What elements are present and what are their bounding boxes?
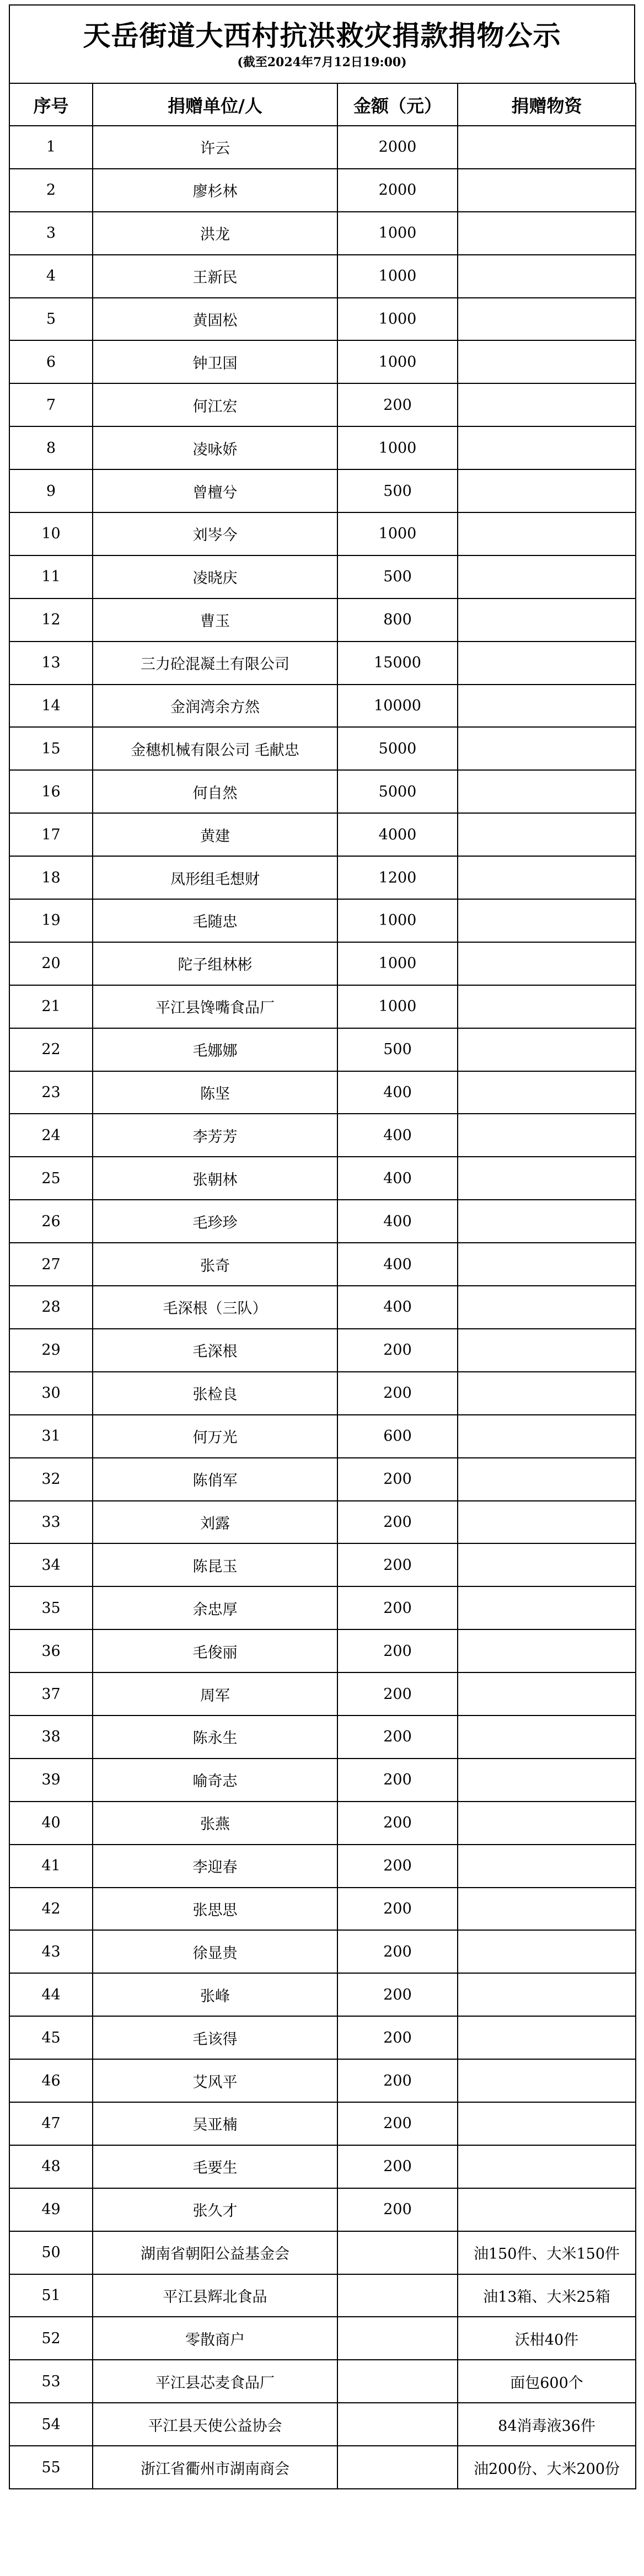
cell-donor: 徐显贵: [93, 1930, 337, 1973]
cell-goods: [458, 1586, 636, 1629]
header-goods: 捐赠物资: [458, 83, 636, 126]
cell-goods: [458, 426, 636, 469]
table-row: [9, 1329, 636, 1372]
cell-amount: 400: [337, 1071, 458, 1114]
cell-goods: [458, 1715, 636, 1759]
cell-amount: 200: [337, 1672, 458, 1715]
cell-donor: 金润湾余方然: [93, 685, 337, 728]
cell-amount: 1000: [337, 985, 458, 1028]
cell-donor: 凌咏娇: [93, 426, 337, 469]
cell-amount: 2000: [337, 126, 458, 169]
cell-amount: 200: [337, 2188, 458, 2231]
cell-amount: 2000: [337, 169, 458, 212]
cell-index: 28: [9, 1286, 93, 1329]
cell-amount: [337, 2274, 458, 2317]
table-row: [9, 1372, 636, 1415]
header-amount: 金额（元）: [337, 83, 458, 126]
cell-amount: 5000: [337, 727, 458, 770]
cell-goods: [458, 985, 636, 1028]
cell-amount: 15000: [337, 642, 458, 685]
table-row: [9, 1629, 636, 1672]
cell-index: 34: [9, 1543, 93, 1586]
cell-amount: 400: [337, 1157, 458, 1200]
cell-amount: 1200: [337, 856, 458, 899]
cell-goods: [458, 2059, 636, 2102]
cell-amount: 200: [337, 2102, 458, 2145]
cell-amount: 1000: [337, 426, 458, 469]
cell-goods: [458, 1501, 636, 1544]
cell-index: 46: [9, 2059, 93, 2102]
table-row: [9, 1243, 636, 1286]
cell-index: 18: [9, 856, 93, 899]
cell-donor: 余忠厚: [93, 1586, 337, 1629]
cell-goods: [458, 1543, 636, 1586]
cell-index: 51: [9, 2274, 93, 2317]
cell-index: 12: [9, 598, 93, 642]
cell-goods: [458, 126, 636, 169]
cell-goods: [458, 1672, 636, 1715]
table-row: [9, 942, 636, 985]
cell-index: 7: [9, 383, 93, 426]
cell-index: 47: [9, 2102, 93, 2145]
cell-goods: [458, 169, 636, 212]
cell-index: 21: [9, 985, 93, 1028]
cell-index: 9: [9, 469, 93, 512]
cell-donor: 平江县芯麦食品厂: [93, 2360, 337, 2403]
table-row: [9, 1672, 636, 1715]
cell-donor: 何自然: [93, 770, 337, 813]
cell-donor: 平江县天使公益协会: [93, 2403, 337, 2446]
cell-goods: [458, 1329, 636, 1372]
cell-amount: 400: [337, 1243, 458, 1286]
cell-goods: [458, 298, 636, 341]
cell-index: 39: [9, 1759, 93, 1802]
table-row: [9, 126, 636, 169]
table-row: [9, 1759, 636, 1802]
table-row: [9, 1071, 636, 1114]
cell-index: 19: [9, 899, 93, 942]
cell-goods: [458, 255, 636, 298]
cell-amount: 200: [337, 1372, 458, 1415]
cell-index: 4: [9, 255, 93, 298]
cell-amount: 200: [337, 1629, 458, 1672]
cell-donor: 喻奇志: [93, 1759, 337, 1802]
cell-amount: 200: [337, 2059, 458, 2102]
cell-goods: [458, 1071, 636, 1114]
table-row: [9, 340, 636, 383]
cell-donor: 吴亚楠: [93, 2102, 337, 2145]
table-row: [9, 2016, 636, 2059]
cell-index: 41: [9, 1845, 93, 1888]
cell-index: 26: [9, 1200, 93, 1243]
header-index: 序号: [9, 83, 93, 126]
cell-index: 14: [9, 685, 93, 728]
cell-donor: 陀子组林彬: [93, 942, 337, 985]
donation-notice: [9, 4, 635, 2489]
cell-donor: 毛深根: [93, 1329, 337, 1372]
table-row: [9, 1715, 636, 1759]
cell-index: 22: [9, 1028, 93, 1071]
cell-index: 33: [9, 1501, 93, 1544]
cell-amount: 4000: [337, 813, 458, 856]
cell-index: 27: [9, 1243, 93, 1286]
cell-index: 15: [9, 727, 93, 770]
cell-amount: 200: [337, 1973, 458, 2016]
cell-donor: 张峰: [93, 1973, 337, 2016]
cell-donor: 平江县辉北食品: [93, 2274, 337, 2317]
cell-amount: 500: [337, 469, 458, 512]
cell-index: 11: [9, 555, 93, 598]
cell-goods: 面包600个: [458, 2360, 636, 2403]
cell-amount: 1000: [337, 512, 458, 555]
table-row: [9, 856, 636, 899]
cell-goods: [458, 1930, 636, 1973]
cell-amount: [337, 2446, 458, 2489]
table-row: [9, 1114, 636, 1157]
table-row: [9, 642, 636, 685]
table-row: [9, 2403, 636, 2446]
cell-amount: 200: [337, 2145, 458, 2188]
cell-donor: 李芳芳: [93, 1114, 337, 1157]
cell-index: 13: [9, 642, 93, 685]
cell-amount: 1000: [337, 942, 458, 985]
cell-amount: 400: [337, 1200, 458, 1243]
table-row: [9, 469, 636, 512]
cell-donor: 金穗机械有限公司 毛献忠: [93, 727, 337, 770]
cell-amount: 500: [337, 1028, 458, 1071]
cell-index: 30: [9, 1372, 93, 1415]
cell-donor: 张朝林: [93, 1157, 337, 1200]
table-row: [9, 598, 636, 642]
header-donor: 捐赠单位/人: [93, 83, 337, 126]
table-row: [9, 2059, 636, 2102]
cell-amount: 400: [337, 1114, 458, 1157]
cell-goods: [458, 1200, 636, 1243]
cell-index: 10: [9, 512, 93, 555]
cell-index: 45: [9, 2016, 93, 2059]
table-row: [9, 2102, 636, 2145]
cell-donor: 黄建: [93, 813, 337, 856]
table-row: [9, 1586, 636, 1629]
cell-index: 24: [9, 1114, 93, 1157]
cell-donor: 曹玉: [93, 598, 337, 642]
cell-goods: [458, 1157, 636, 1200]
table-row: [9, 1973, 636, 2016]
table-row: [9, 555, 636, 598]
cell-donor: 洪龙: [93, 212, 337, 255]
cell-amount: [337, 2317, 458, 2360]
cell-donor: 张思思: [93, 1888, 337, 1931]
cell-donor: 浙江省衢州市湖南商会: [93, 2446, 337, 2489]
cell-index: 31: [9, 1415, 93, 1458]
cell-amount: 5000: [337, 770, 458, 813]
cell-goods: [458, 598, 636, 642]
table-row: [9, 1157, 636, 1200]
table-row: [9, 1415, 636, 1458]
table-row: [9, 169, 636, 212]
table-row: [9, 2145, 636, 2188]
cell-donor: 张检良: [93, 1372, 337, 1415]
cell-amount: 10000: [337, 685, 458, 728]
cell-index: 38: [9, 1715, 93, 1759]
cell-goods: [458, 813, 636, 856]
cell-amount: 1000: [337, 212, 458, 255]
page-title: 天岳街道大西村抗洪救灾捐款捐物公示: [83, 19, 561, 52]
cell-goods: [458, 1458, 636, 1501]
cell-donor: 陈昆玉: [93, 1543, 337, 1586]
cell-index: 48: [9, 2145, 93, 2188]
cell-goods: 沃柑40件: [458, 2317, 636, 2360]
cell-index: 36: [9, 1629, 93, 1672]
cell-goods: [458, 2145, 636, 2188]
cell-amount: 800: [337, 598, 458, 642]
cell-amount: 500: [337, 555, 458, 598]
cell-goods: [458, 2188, 636, 2231]
table-row: [9, 770, 636, 813]
cell-index: 54: [9, 2403, 93, 2446]
cell-donor: 许云: [93, 126, 337, 169]
cell-index: 29: [9, 1329, 93, 1372]
table-row: [9, 2446, 636, 2489]
cell-donor: 周军: [93, 1672, 337, 1715]
cell-goods: [458, 383, 636, 426]
cell-index: 1: [9, 126, 93, 169]
cell-donor: 张奇: [93, 1243, 337, 1286]
cell-goods: [458, 1114, 636, 1157]
table-row: [9, 2360, 636, 2403]
cell-amount: [337, 2231, 458, 2274]
table-row: [9, 212, 636, 255]
cell-goods: [458, 1372, 636, 1415]
cell-goods: [458, 942, 636, 985]
cell-index: 43: [9, 1930, 93, 1973]
table-row: [9, 813, 636, 856]
cell-amount: 200: [337, 1802, 458, 1845]
cell-amount: 1000: [337, 340, 458, 383]
table-row: [9, 1930, 636, 1973]
cell-goods: 84消毒液36件: [458, 2403, 636, 2446]
cell-index: 20: [9, 942, 93, 985]
cell-amount: 600: [337, 1415, 458, 1458]
table-row: [9, 1845, 636, 1888]
cell-goods: [458, 2016, 636, 2059]
table-row: [9, 2188, 636, 2231]
cell-donor: 毛随忠: [93, 899, 337, 942]
cell-amount: 200: [337, 1501, 458, 1544]
cell-donor: 毛珍珍: [93, 1200, 337, 1243]
cell-donor: 王新民: [93, 255, 337, 298]
cell-goods: 油150件、大米150件: [458, 2231, 636, 2274]
cell-amount: 200: [337, 1329, 458, 1372]
cell-goods: [458, 1802, 636, 1845]
table-row: [9, 298, 636, 341]
cell-donor: 毛要生: [93, 2145, 337, 2188]
cell-amount: 200: [337, 1888, 458, 1931]
cell-goods: [458, 212, 636, 255]
cell-donor: 廖杉林: [93, 169, 337, 212]
cell-goods: 油200份、大米200份: [458, 2446, 636, 2489]
cell-amount: 1000: [337, 298, 458, 341]
table-row: [9, 383, 636, 426]
table-row: [9, 255, 636, 298]
cell-donor: 毛俊丽: [93, 1629, 337, 1672]
cell-goods: [458, 1888, 636, 1931]
cell-goods: [458, 469, 636, 512]
cell-goods: [458, 1845, 636, 1888]
cell-goods: [458, 512, 636, 555]
cell-index: 17: [9, 813, 93, 856]
table-row: [9, 1458, 636, 1501]
cell-goods: [458, 685, 636, 728]
table-row: [9, 1286, 636, 1329]
title-block: [9, 4, 635, 83]
table-row: [9, 426, 636, 469]
cell-goods: [458, 1415, 636, 1458]
cell-index: 53: [9, 2360, 93, 2403]
cell-amount: 200: [337, 1586, 458, 1629]
table-row: [9, 1543, 636, 1586]
cell-goods: [458, 727, 636, 770]
cell-goods: [458, 1028, 636, 1071]
cell-amount: 200: [337, 1458, 458, 1501]
cell-index: 16: [9, 770, 93, 813]
cell-donor: 陈俏军: [93, 1458, 337, 1501]
cell-donor: 毛深根（三队）: [93, 1286, 337, 1329]
cell-donor: 三力砼混凝土有限公司: [93, 642, 337, 685]
cell-index: 50: [9, 2231, 93, 2274]
cell-amount: 1000: [337, 255, 458, 298]
cell-index: 55: [9, 2446, 93, 2489]
cell-index: 40: [9, 1802, 93, 1845]
cell-donor: 刘露: [93, 1501, 337, 1544]
cell-index: 32: [9, 1458, 93, 1501]
table-row: [9, 1200, 636, 1243]
cell-goods: [458, 770, 636, 813]
cell-donor: 毛该得: [93, 2016, 337, 2059]
page-subtitle: (截至2024年7月12日19:00): [237, 55, 407, 70]
table-row: [9, 899, 636, 942]
cell-amount: 200: [337, 1715, 458, 1759]
cell-goods: [458, 555, 636, 598]
cell-donor: 刘岑今: [93, 512, 337, 555]
cell-amount: 200: [337, 1845, 458, 1888]
cell-amount: 200: [337, 383, 458, 426]
cell-donor: 零散商户: [93, 2317, 337, 2360]
cell-index: 8: [9, 426, 93, 469]
cell-donor: 凌晓庆: [93, 555, 337, 598]
cell-goods: [458, 1973, 636, 2016]
cell-donor: 艾风平: [93, 2059, 337, 2102]
donation-table: [9, 83, 636, 2489]
table-row: [9, 985, 636, 1028]
cell-donor: 李迎春: [93, 1845, 337, 1888]
table-body: [9, 126, 636, 2489]
cell-amount: 1000: [337, 899, 458, 942]
cell-amount: 200: [337, 2016, 458, 2059]
cell-index: 52: [9, 2317, 93, 2360]
cell-amount: 400: [337, 1286, 458, 1329]
cell-index: 37: [9, 1672, 93, 1715]
cell-donor: 张久才: [93, 2188, 337, 2231]
cell-index: 2: [9, 169, 93, 212]
table-row: [9, 512, 636, 555]
cell-index: 25: [9, 1157, 93, 1200]
cell-index: 49: [9, 2188, 93, 2231]
table-row: [9, 2317, 636, 2360]
table-row: [9, 1028, 636, 1071]
table-row: [9, 1802, 636, 1845]
cell-goods: [458, 1286, 636, 1329]
cell-amount: 200: [337, 1543, 458, 1586]
table-row: [9, 1888, 636, 1931]
cell-donor: 钟卫国: [93, 340, 337, 383]
table-row: [9, 685, 636, 728]
cell-donor: 平江县馋嘴食品厂: [93, 985, 337, 1028]
cell-amount: 200: [337, 1930, 458, 1973]
cell-index: 35: [9, 1586, 93, 1629]
cell-index: 3: [9, 212, 93, 255]
cell-amount: [337, 2360, 458, 2403]
table-row: [9, 1501, 636, 1544]
cell-donor: 张燕: [93, 1802, 337, 1845]
cell-donor: 曾檀兮: [93, 469, 337, 512]
cell-goods: [458, 1629, 636, 1672]
cell-index: 23: [9, 1071, 93, 1114]
table-row: [9, 2231, 636, 2274]
cell-donor: 黄固松: [93, 298, 337, 341]
table-row: [9, 727, 636, 770]
cell-donor: 陈坚: [93, 1071, 337, 1114]
cell-amount: 200: [337, 1759, 458, 1802]
cell-goods: [458, 2102, 636, 2145]
cell-index: 44: [9, 1973, 93, 2016]
cell-donor: 毛娜娜: [93, 1028, 337, 1071]
cell-goods: [458, 642, 636, 685]
cell-goods: [458, 856, 636, 899]
cell-donor: 湖南省朝阳公益基金会: [93, 2231, 337, 2274]
cell-goods: [458, 899, 636, 942]
cell-goods: 油13箱、大米25箱: [458, 2274, 636, 2317]
cell-donor: 何江宏: [93, 383, 337, 426]
cell-goods: [458, 1759, 636, 1802]
table-row: [9, 2274, 636, 2317]
cell-index: 6: [9, 340, 93, 383]
cell-goods: [458, 340, 636, 383]
cell-amount: [337, 2403, 458, 2446]
cell-index: 5: [9, 298, 93, 341]
cell-goods: [458, 1243, 636, 1286]
cell-donor: 凤形组毛想财: [93, 856, 337, 899]
cell-donor: 陈永生: [93, 1715, 337, 1759]
table-header-row: [9, 83, 636, 126]
cell-donor: 何万光: [93, 1415, 337, 1458]
cell-index: 42: [9, 1888, 93, 1931]
